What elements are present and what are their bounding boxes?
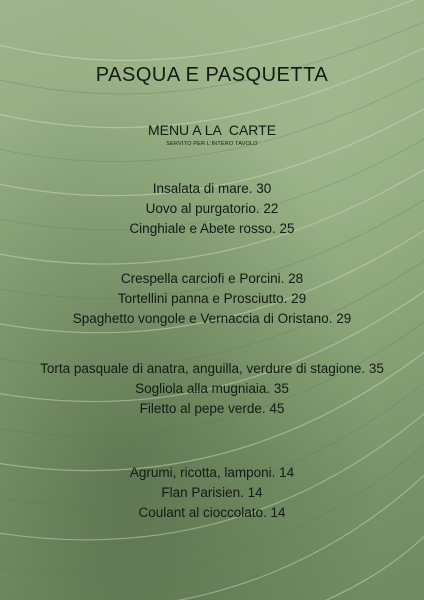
menu-item: Tortellini panna e Prosciutto. 29 <box>117 291 307 306</box>
menu-item: Insalata di mare. 30 <box>152 181 272 196</box>
menu-item: Uovo al purgatorio. 22 <box>145 201 279 216</box>
menu-subheading: SERVITO PER L'INTERO TAVOLO <box>166 141 258 147</box>
menu-item: Flan Parisien. 14 <box>161 485 263 500</box>
menu-item: Filetto al pepe verde. 45 <box>139 401 285 416</box>
menu-section-primi <box>0 269 424 329</box>
menu-item: Sogliola alla mugniaia. 35 <box>135 381 289 396</box>
menu-section-secondi <box>0 359 424 419</box>
menu-item: Coulant al cioccolato. 14 <box>138 505 286 520</box>
menu-item: Crespella carciofi e Porcini. 28 <box>120 271 304 286</box>
menu-section-dolci <box>0 463 424 523</box>
menu-section-antipasti <box>0 179 424 239</box>
menu-heading: MENU A LA CARTE <box>147 122 277 138</box>
menu-item: Spaghetto vongole e Vernaccia di Oristano. 29 <box>72 311 352 326</box>
page-title: PASQUA E PASQUETTA <box>95 64 329 86</box>
menu-item: Agrumi, ricotta, lamponi. 14 <box>129 465 295 480</box>
menu-item: Torta pasquale di anatra, anguilla, verdure di stagione. 35 <box>40 361 384 376</box>
menu-item: Cinghiale e Abete rosso. 25 <box>129 221 295 236</box>
